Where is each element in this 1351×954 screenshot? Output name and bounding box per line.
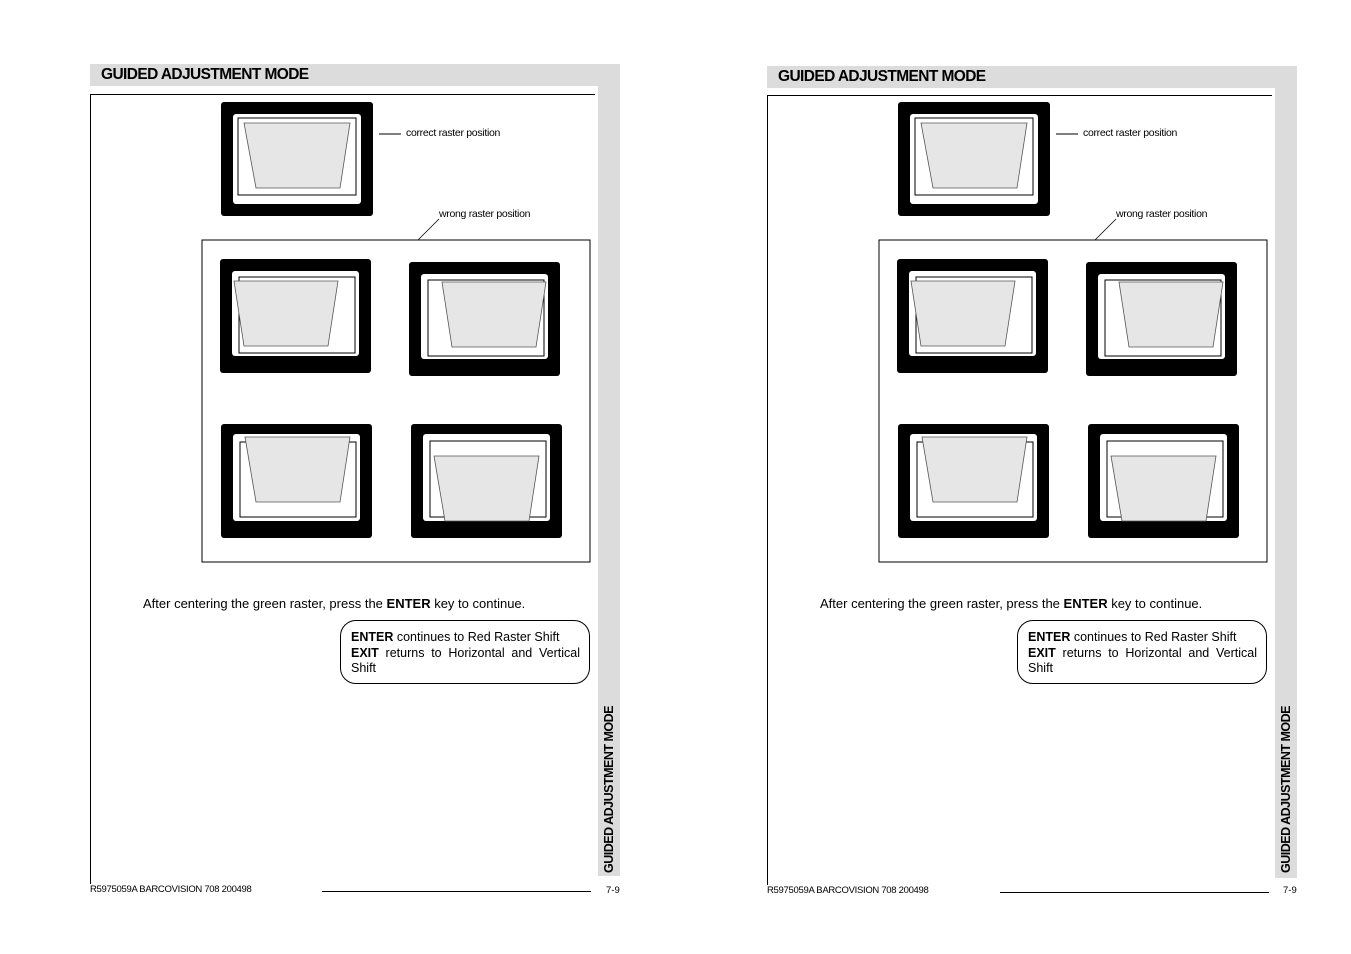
correct-raster-label: correct raster position: [1083, 127, 1178, 139]
footer-rule: [322, 891, 591, 892]
document-reference: R5975059A BARCOVISION 708 200498: [767, 885, 929, 896]
instruction-text: After centering the green raster, press the ENTER key to continue.: [143, 596, 526, 611]
exit-key-option: EXIT returns to Horizontal and Vertical: [1028, 645, 1257, 660]
wrong-leader-line: [1095, 219, 1116, 240]
wrong-raster-label: wrong raster position: [439, 208, 531, 220]
monitor-correct: [221, 102, 373, 216]
raster-position-diagram: [0, 0, 620, 580]
exit-key-option-continued: Shift: [1028, 661, 1054, 675]
instruction-text: After centering the green raster, press the ENTER key to continue.: [820, 596, 1203, 611]
manual-page-left: [0, 0, 660, 954]
document-reference: R5975059A BARCOVISION 708 200498: [90, 884, 252, 895]
page-number: 7-9: [606, 885, 620, 896]
monitor-wrong-left: [220, 259, 371, 373]
raster-position-diagram: [677, 0, 1297, 580]
page-title: GUIDED ADJUSTMENT MODE: [101, 66, 309, 83]
monitor-correct: [898, 102, 1050, 216]
footer-rule: [1000, 892, 1269, 893]
key-options-box: [1017, 620, 1267, 684]
monitor-wrong-up: [898, 424, 1049, 538]
enter-key-option: ENTER continues to Red Raster Shift: [351, 630, 560, 644]
page-title: GUIDED ADJUSTMENT MODE: [778, 68, 986, 85]
exit-key-option: EXIT returns to Horizontal and Vertical: [351, 645, 580, 660]
wrong-leader-line: [418, 219, 439, 240]
monitor-wrong-left: [897, 259, 1048, 373]
manual-page-right: [677, 0, 1337, 954]
side-tab-title: GUIDED ADJUSTMENT MODE: [602, 705, 616, 873]
correct-raster-label: correct raster position: [406, 127, 501, 139]
page-number: 7-9: [1283, 885, 1297, 896]
monitor-wrong-down: [411, 424, 562, 538]
monitor-wrong-down: [1088, 424, 1239, 538]
enter-key-option: ENTER continues to Red Raster Shift: [1028, 630, 1237, 644]
monitor-wrong-up: [221, 424, 372, 538]
wrong-raster-label: wrong raster position: [1116, 208, 1208, 220]
exit-key-option-continued: Shift: [351, 661, 377, 675]
monitor-wrong-right: [409, 262, 560, 376]
key-options-box: [340, 620, 590, 684]
monitor-wrong-right: [1086, 262, 1237, 376]
side-tab-title: GUIDED ADJUSTMENT MODE: [1279, 705, 1293, 873]
